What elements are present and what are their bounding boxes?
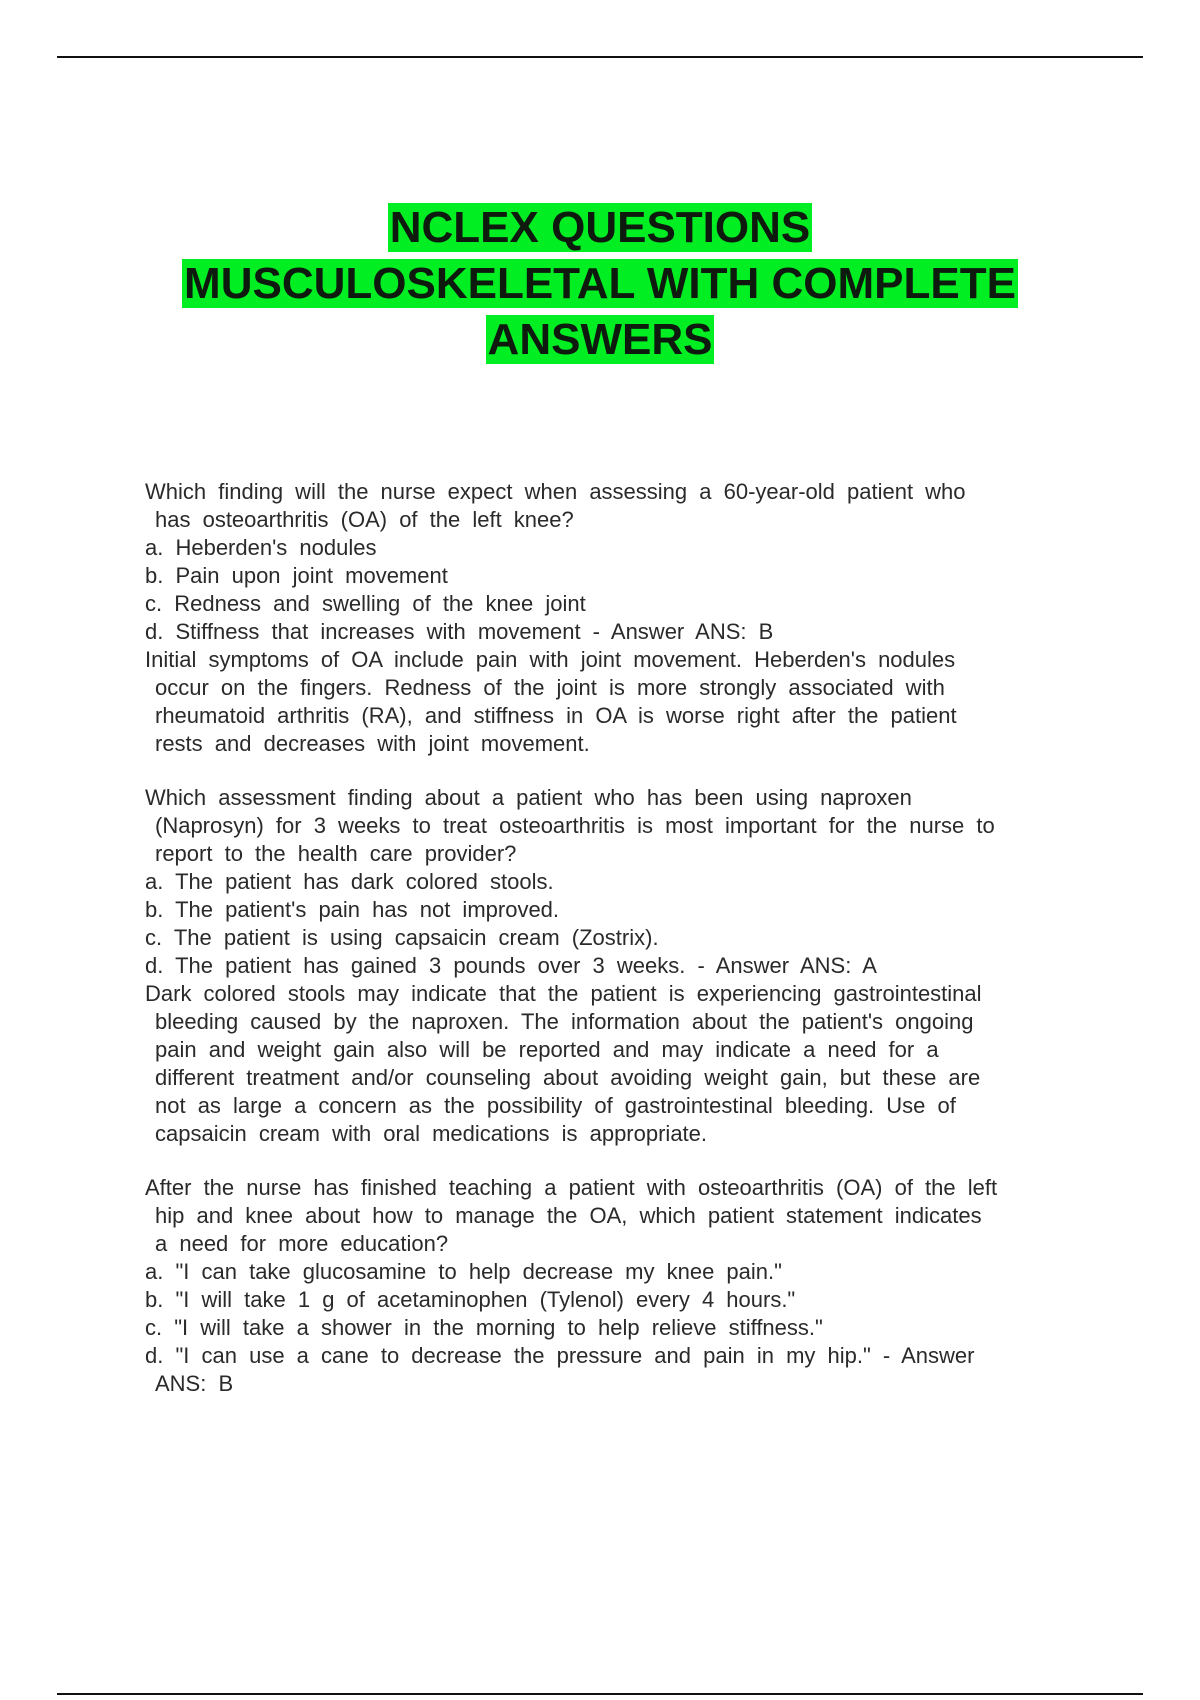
rationale-text: Initial symptoms of OA include pain with joint movement. Heberden's nodules <box>145 647 956 672</box>
title-line: NCLEX QUESTIONS <box>389 203 811 252</box>
answer-option: c. "I will take a shower in the morning to help relieve stiffness." <box>145 1315 823 1340</box>
question-block <box>145 478 1090 758</box>
rationale-text: different treatment and/or counseling about avoiding weight gain, but these are <box>155 1065 981 1090</box>
answer-option: a. "I can take glucosamine to help decrease my knee pain." <box>145 1259 782 1284</box>
question-block <box>145 784 1090 1148</box>
question-stem: report to the health care provider? <box>155 841 517 866</box>
document-title <box>0 200 1200 368</box>
answer-option: b. "I will take 1 g of acetaminophen (Tylenol) every 4 hours." <box>145 1287 796 1312</box>
question-stem: (Naprosyn) for 3 weeks to treat osteoarthritis is most important for the nurse to <box>155 813 995 838</box>
answer-option: a. Heberden's nodules <box>145 535 377 560</box>
top-rule <box>57 56 1143 58</box>
question-stem: a need for more education? <box>155 1231 449 1256</box>
question-stem: After the nurse has finished teaching a patient with osteoarthritis (OA) of the left <box>145 1175 998 1200</box>
title-line: ANSWERS <box>487 315 713 364</box>
question-block <box>145 1174 1090 1398</box>
answer-option: b. The patient's pain has not improved. <box>145 897 560 922</box>
question-stem: hip and knee about how to manage the OA, which patient statement indicates <box>155 1203 982 1228</box>
rationale-text: rheumatoid arthritis (RA), and stiffness in OA is worse right after the patient <box>155 703 957 728</box>
rationale-text: not as large a concern as the possibility of gastrointestinal bleeding. Use of <box>155 1093 956 1118</box>
answer-option: ANS: B <box>155 1371 234 1396</box>
title-line: MUSCULOSKELETAL WITH COMPLETE <box>184 259 1016 308</box>
rationale-text: capsaicin cream with oral medications is appropriate. <box>155 1121 708 1146</box>
rationale-text: pain and weight gain also will be reported and may indicate a need for a <box>155 1037 939 1062</box>
rationale-text: occur on the fingers. Redness of the joint is more strongly associated with <box>155 675 945 700</box>
question-stem: Which finding will the nurse expect when assessing a 60-year-old patient who <box>145 479 966 504</box>
answer-option: c. The patient is using capsaicin cream (Zostrix). <box>145 925 659 950</box>
question-stem: has osteoarthritis (OA) of the left knee? <box>155 507 574 532</box>
rationale-text: bleeding caused by the naproxen. The information about the patient's ongoing <box>155 1009 974 1034</box>
answer-option: b. Pain upon joint movement <box>145 563 448 588</box>
answer-option: a. The patient has dark colored stools. <box>145 869 554 894</box>
answer-option: d. "I can use a cane to decrease the pressure and pain in my hip." - Answer <box>145 1343 975 1368</box>
question-stem: Which assessment finding about a patient who has been using naproxen <box>145 785 912 810</box>
answer-option: d. Stiffness that increases with movement - Answer ANS: B <box>145 619 774 644</box>
answer-option: c. Redness and swelling of the knee joint <box>145 591 586 616</box>
document-body <box>145 478 1090 1424</box>
rationale-text: rests and decreases with joint movement. <box>155 731 590 756</box>
rationale-text: Dark colored stools may indicate that the patient is experiencing gastrointestinal <box>145 981 982 1006</box>
bottom-rule <box>57 1693 1143 1695</box>
answer-option: d. The patient has gained 3 pounds over 3 weeks. - Answer ANS: A <box>145 953 877 978</box>
